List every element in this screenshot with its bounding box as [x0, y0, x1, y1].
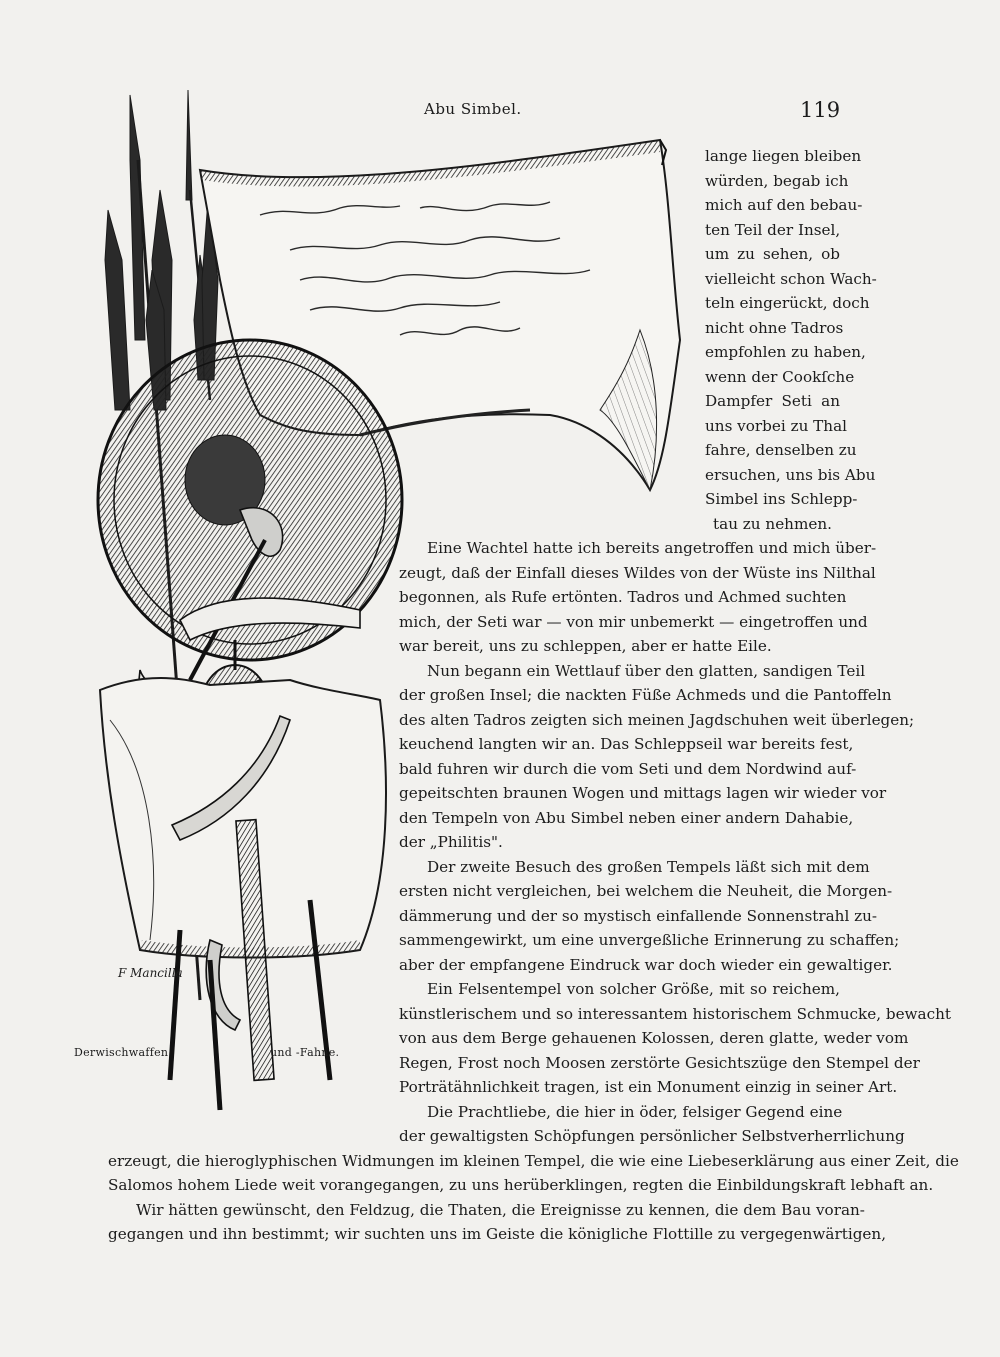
text-line: würden, begab ich	[705, 171, 849, 190]
text-line: von aus dem Berge gehauenen Kolossen, deren glatte, weder vom	[399, 1029, 909, 1047]
figure-caption-left: Derwischwaffen	[74, 1046, 169, 1059]
text-line: empfohlen zu haben,	[705, 343, 866, 361]
text-line: vielleicht schon Wach-	[705, 269, 877, 288]
text-line: mich auf den bebau-	[705, 196, 863, 214]
text-line: ersuchen, uns bis Abu	[705, 465, 876, 484]
text-line: lange liegen bleiben	[705, 147, 862, 165]
text-line: aber der empfangene Eindruck war doch wieder ein gewaltiger.	[399, 955, 893, 974]
text-line: tau zu nehmen.	[713, 514, 832, 533]
text-line: fahre, denselben zu	[705, 441, 857, 459]
text-line: ten Teil der Insel,	[705, 220, 841, 239]
text-line: Regen, Frost noch Moosen zerstörte Gesichtszüge den Stempel der	[399, 1053, 920, 1072]
text-line: ersten nicht vergleichen, bei welchem die Neuheit, die Morgen-	[399, 882, 893, 900]
text-line: gegangen und ihn bestimmt; wir suchten uns im Geiste die königliche Flottille zu vergegenwärtigen,	[108, 1225, 887, 1243]
text-line: künstlerischem und so interessantem historischem Schmucke, bewacht	[399, 1004, 952, 1023]
artist-signature: F Mancilla	[118, 966, 183, 980]
text-line: gepeitschten braunen Wogen und mittags lagen wir wieder vor	[399, 784, 887, 802]
text-line: Eine Wachtel hatte ich bereits angetroffen und mich über-	[427, 539, 877, 557]
text-line: nicht ohne Tadros	[705, 318, 844, 337]
text-line: war bereit, uns zu schleppen, aber er hatte Eile.	[399, 637, 772, 655]
text-line: teln eingerückt, doch	[705, 294, 870, 312]
text-line: sammengewirkt, um eine unvergeßliche Erinnerung zu schaffen;	[399, 931, 900, 949]
text-line: um zu sehen, ob	[705, 245, 840, 263]
text-line: Simbel ins Schlepp-	[705, 490, 858, 508]
running-head: Abu Simbel.	[424, 100, 522, 118]
figure-caption-right: und -Fahne.	[270, 1046, 340, 1059]
text-line: bald fuhren wir durch die vom Seti und dem Nordwind auf-	[399, 759, 857, 778]
page-number: 119	[800, 98, 841, 122]
text-line: der großen Insel; die nackten Füße Achmeds und die Pantoffeln	[399, 686, 892, 704]
text-line: Wir hätten gewünscht, den Feldzug, die Thaten, die Ereignisse zu kennen, die dem Bau voran-	[136, 1200, 865, 1219]
text-line: Porträtähnlichkeit tragen, ist ein Monument einzig in seiner Art.	[399, 1078, 898, 1096]
text-line: dämmerung und der so mystisch einfallende Sonnenstrahl zu-	[399, 906, 878, 925]
text-line: der gewaltigsten Schöpfungen persönlicher Selbstverherrlichung	[399, 1127, 905, 1145]
text-line: wenn der Cookſche	[705, 367, 855, 386]
text-line: Nun begann ein Wettlauf über den glatten, sandigen Teil	[427, 661, 866, 680]
text-line: Die Prachtliebe, die hier in öder, felsiger Gegend eine	[427, 1102, 843, 1121]
text-line: uns vorbei zu Thal	[705, 416, 847, 435]
text-line: Salomos hohem Liede weit vorangegangen, zu uns herüberklingen, regten die Einbildungskraft lebhaft an.	[108, 1176, 934, 1194]
text-line: des alten Tadros zeigten sich meinen Jagdschuhen weit überlegen;	[399, 710, 915, 729]
text-line: zeugt, daß der Einfall dieses Wildes von der Wüste ins Nilthal	[399, 563, 876, 582]
text-line: mich, der Seti war — von mir unbemerkt — eingetroffen und	[399, 612, 868, 631]
text-line: Dampfer Seti an	[705, 392, 840, 410]
text-line: begonnen, als Rufe ertönten. Tadros und Achmed suchten	[399, 588, 847, 606]
text-line: Der zweite Besuch des großen Tempels läßt sich mit dem	[427, 857, 870, 876]
text-line: den Tempeln von Abu Simbel neben einer andern Dahabie,	[399, 808, 854, 827]
text-line: keuchend langten wir an. Das Schleppseil war bereits fest,	[399, 735, 854, 753]
text-line: Ein Felsentempel von solcher Größe, mit so reichem,	[427, 980, 840, 998]
text-line: der „Philitis".	[399, 833, 503, 851]
text-line: erzeugt, die hieroglyphischen Widmungen im kleinen Tempel, die wie eine Liebeserklärung aus einer Zeit, die	[108, 1151, 959, 1170]
